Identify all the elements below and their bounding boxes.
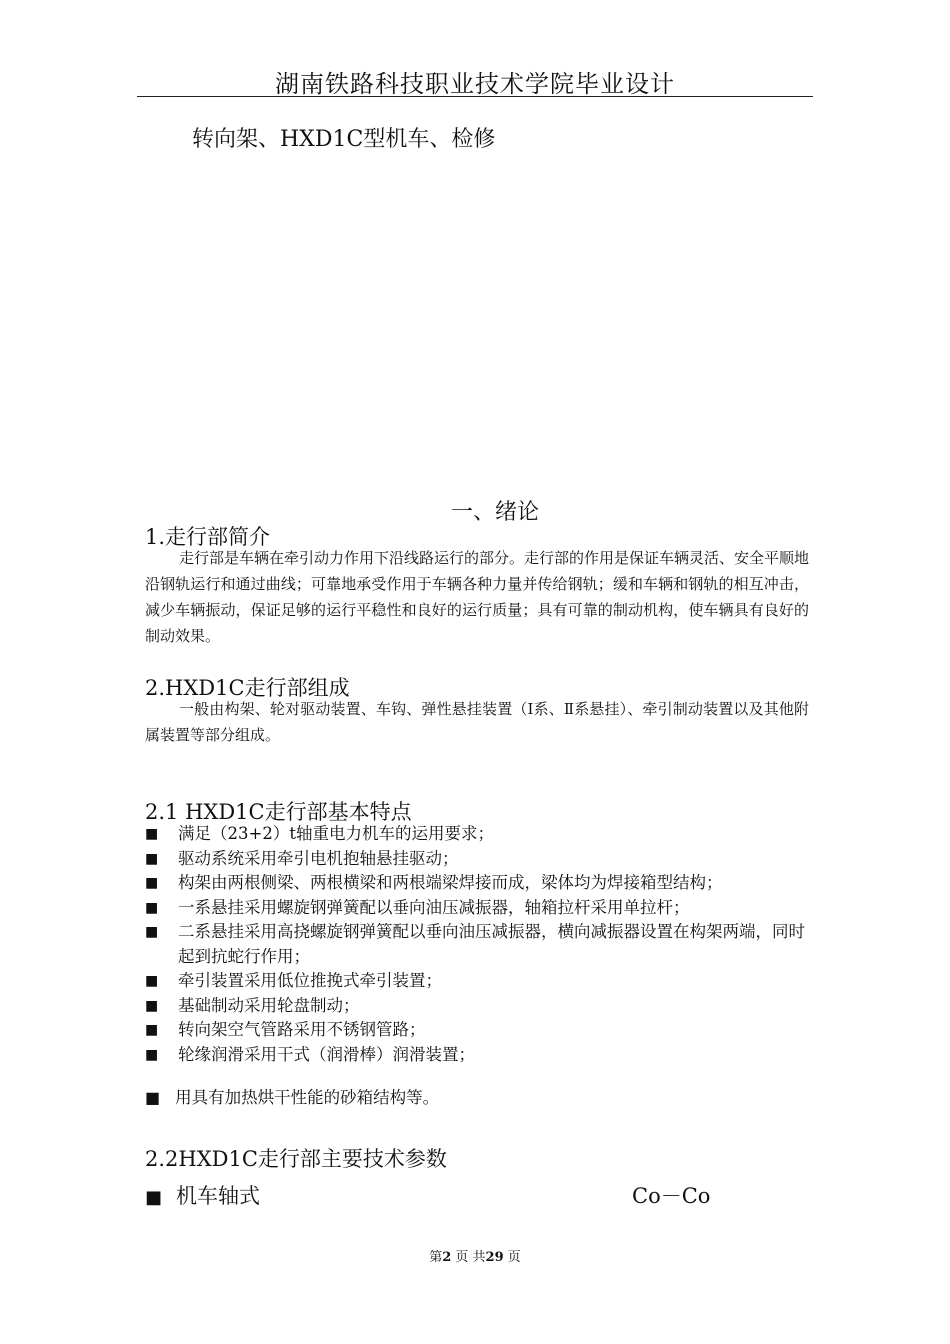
bullet-square-icon: ■ — [145, 973, 159, 989]
heading-part22: 2.2HXD1C走行部主要技术参数 — [145, 1147, 447, 1171]
page-total: 29 — [485, 1250, 504, 1265]
paragraph-part1: 走行部是车辆在牵引动力作用下沿线路运行的部分。走行部的作用是保证车辆灵活、安全平顺地沿钢轨运行和通过曲线；可靠地承受作用于车辆各种力量并传给钢轨；缓和车辆和钢轨的相互冲击，减少车辆振动，保证足够的运行平稳性和良好的运行质量；具有可靠的制动机构，使车辆具有良好的制动效果。 — [145, 549, 810, 645]
bullet-square-icon: ■ — [145, 850, 159, 867]
bullet-square-icon: ■ — [145, 1187, 163, 1208]
list-item: ■ 一系悬挂采用螺旋钢弹簧配以垂向油压减振器，轴箱拉杆采用单拉杆； — [145, 896, 811, 921]
bullet-square-icon: ■ — [145, 1088, 161, 1107]
heading-part1: 1.走行部简介 — [145, 525, 271, 549]
header-divider — [137, 96, 813, 97]
param-row — [145, 1180, 765, 1210]
list-item-last: ■ 用具有加热烘干性能的砂箱结构等。 — [145, 1088, 440, 1107]
list-item: ■ 构架由两根侧梁、两根横梁和两根端梁焊接而成，梁体均为焊接箱型结构； — [145, 871, 811, 896]
bullet-square-icon: ■ — [145, 1046, 159, 1063]
list-item: ■ 基础制动采用轮盘制动； — [145, 994, 811, 1019]
bullet-square-icon: ■ — [145, 924, 159, 940]
param-value: Co－Co — [632, 1184, 711, 1208]
bullet-square-icon: ■ — [145, 875, 159, 891]
list-item: ■ 轮缘润滑采用干式（润滑棒）润滑装置； — [145, 1043, 811, 1068]
list-item: ■ 二系悬挂采用高挠螺旋钢弹簧配以垂向油压减振器，横向减振器设置在构架两端，同时起到抗蛇行作用； — [145, 922, 805, 966]
page-footer: 第2 页 共29 页 — [429, 1250, 521, 1265]
param-label: 机车轴式 — [176, 1184, 261, 1208]
heading-part2: 2.HXD1C走行部组成 — [145, 676, 350, 700]
list-item: ■ 驱动系统采用牵引电机抱轴悬挂驱动； — [145, 847, 811, 872]
bullet-square-icon: ■ — [145, 1022, 159, 1038]
heading-part21: 2.1 HXD1C走行部基本特点 — [145, 800, 412, 824]
page-number: 2 — [442, 1250, 452, 1265]
list-item: ■ 转向架空气管路采用不锈钢管路； — [145, 1018, 811, 1043]
bullet-square-icon: ■ — [145, 826, 159, 842]
bullet-square-icon: ■ — [145, 997, 159, 1014]
header-title: 湖南铁路科技职业技术学院毕业设计 — [275, 70, 675, 98]
feature-list — [145, 822, 811, 1067]
paragraph-part2: 一般由构架、轮对驱动装置、车钩、弹性悬挂装置（Ⅰ系、Ⅱ系悬挂）、牵引制动装置以及其他附属装置等部分组成。 — [145, 700, 809, 744]
list-item: ■ 牵引装置采用低位推挽式牵引装置； — [145, 969, 811, 994]
section-heading: 一、绪论 — [450, 500, 539, 525]
bullet-square-icon: ■ — [145, 899, 159, 916]
keywords: 转向架、HXD1C型机车、检修 — [192, 127, 496, 152]
list-item: ■ 满足（23+2）t轴重电力机车的运用要求； — [145, 822, 811, 847]
